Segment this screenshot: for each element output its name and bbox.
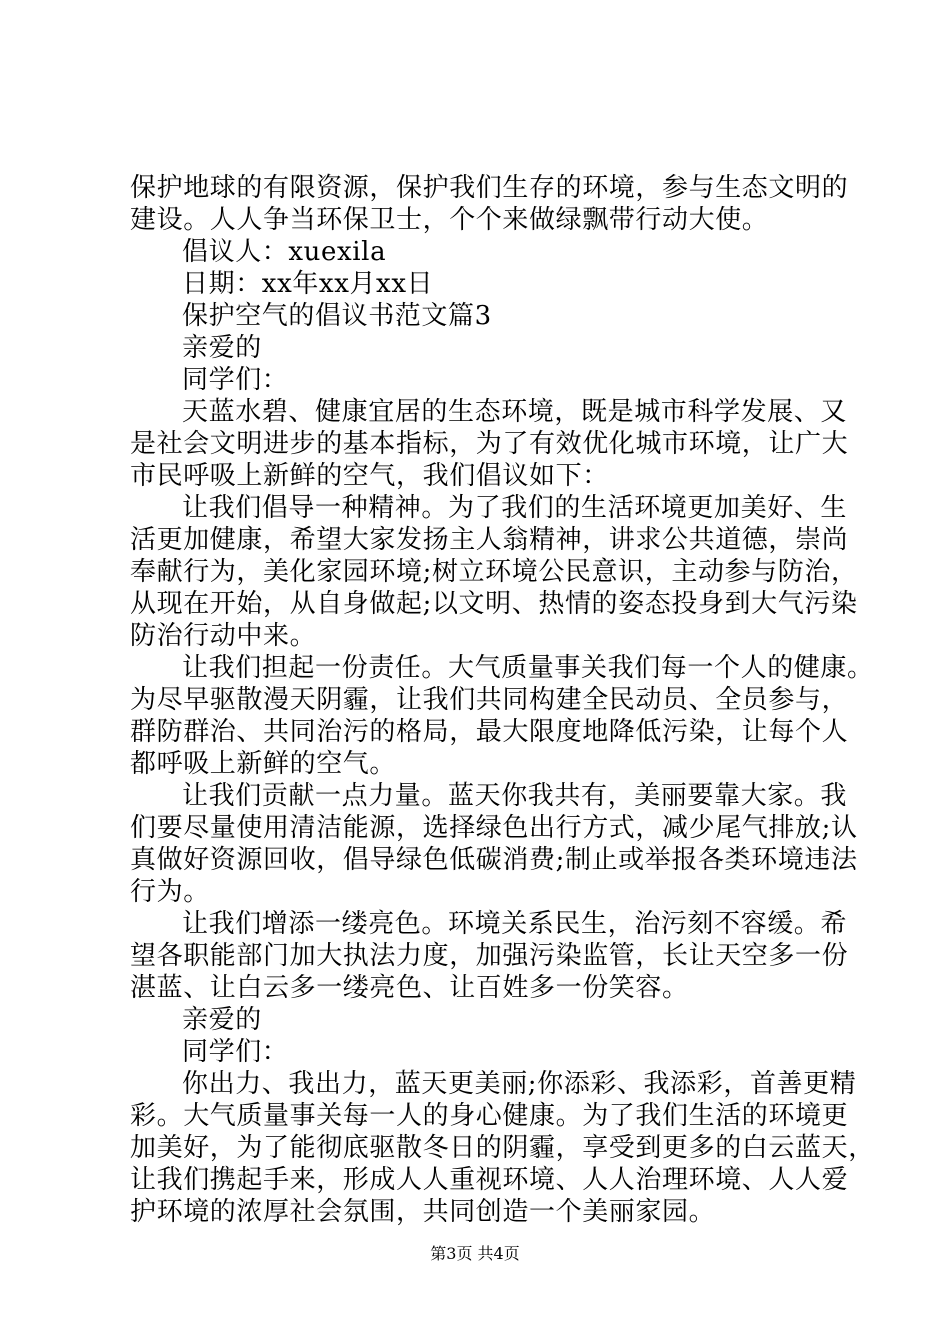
text-line: 防治行动中来。 (130, 621, 317, 651)
text-line: 天蓝水碧、健康宜居的生态环境，既是城市科学发展、又 (182, 397, 848, 427)
page-footer: 第3页 共4页 (430, 1244, 520, 1263)
text-line: 你出力、我出力，蓝天更美丽;你添彩、我添彩，首善更精 (182, 1069, 857, 1099)
text-line: 让我们携起手来，形成人人重视环境、人人治理环境、人人爱 (130, 1165, 849, 1195)
text-line: 真做好资源回收，倡导绿色低碳消费;制止或举报各类环境违法 (130, 845, 858, 875)
text-line: 亲爱的 (182, 333, 262, 363)
text-line: 湛蓝、让白云多一缕亮色、让百姓多一份笑容。 (130, 973, 689, 1003)
text-line: 同学们： (182, 1037, 289, 1067)
text-line: 倡议人：xuexila (182, 237, 387, 267)
text-line: 奉献行为，美化家园环境;树立环境公民意识，主动参与防治， (130, 557, 858, 587)
text-line: 们要尽量使用清洁能源，选择绿色出行方式，减少尾气排放;认 (130, 813, 858, 843)
document-body (130, 172, 875, 1228)
text-line: 从现在开始，从自身做起;以文明、热情的姿态投身到大气污染 (130, 589, 858, 619)
text-line: 保护地球的有限资源，保护我们生存的环境，参与生态文明的 (130, 173, 849, 203)
text-line: 让我们倡导一种精神。为了我们的生活环境更加美好、生 (182, 493, 848, 523)
text-line: 彩。大气质量事关每一人的身心健康。为了我们生活的环境更 (130, 1101, 849, 1131)
text-line: 活更加健康，希望大家发扬主人翁精神，讲求公共道德，崇尚 (130, 525, 849, 555)
text-line: 日期：xx年xx月xx日 (182, 269, 434, 299)
text-line: 保护空气的倡议书范文篇3 (182, 301, 492, 331)
text-line: 群防群治、共同治污的格局，最大限度地降低污染，让每个人 (130, 717, 849, 747)
text-line: 亲爱的 (182, 1005, 262, 1035)
text-line: 护环境的浓厚社会氛围，共同创造一个美丽家园。 (130, 1197, 716, 1227)
text-line: 是社会文明进步的基本指标，为了有效优化城市环境，让广大 (130, 429, 849, 459)
text-line: 都呼吸上新鲜的空气。 (130, 749, 397, 779)
text-line: 行为。 (130, 877, 210, 907)
text-line: 让我们担起一份责任。大气质量事关我们每一个人的健康。 (182, 653, 874, 683)
text-line: 同学们： (182, 365, 289, 395)
text-line: 望各职能部门加大执法力度，加强污染监管，长让天空多一份 (130, 941, 849, 971)
text-line: 让我们贡献一点力量。蓝天你我共有，美丽要靠大家。我 (182, 781, 848, 811)
text-line: 加美好，为了能彻底驱散冬日的阴霾，享受到更多的白云蓝天， (130, 1133, 875, 1163)
text-line: 建设。人人争当环保卫士，个个来做绿飘带行动大使。 (130, 205, 769, 235)
text-line: 为尽早驱散漫天阴霾，让我们共同构建全民动员、全员参与， (130, 685, 849, 715)
text-line: 让我们增添一缕亮色。环境关系民生，治污刻不容缓。希 (182, 909, 848, 939)
text-line: 市民呼吸上新鲜的空气，我们倡议如下： (130, 461, 609, 491)
